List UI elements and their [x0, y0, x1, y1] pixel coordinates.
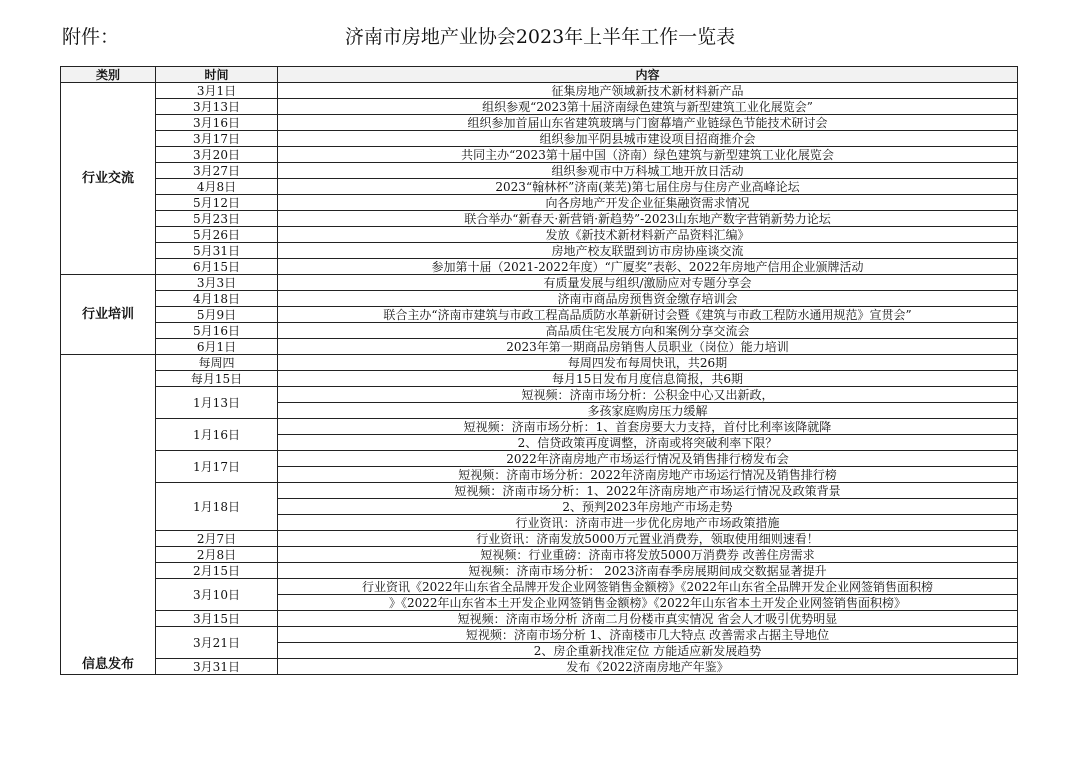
content-cell: 短视频：济南市场分析：1、首套房要大力支持，首付比利率该降就降 — [278, 419, 1018, 435]
time-cell: 3月16日 — [156, 115, 278, 131]
table-row — [61, 243, 1018, 259]
table-row — [61, 547, 1018, 563]
header-category: 类别 — [61, 67, 156, 83]
time-cell: 5月26日 — [156, 227, 278, 243]
table-row — [61, 579, 1018, 595]
time-cell: 3月31日 — [156, 659, 278, 675]
content-cell: 短视频：济南市场分析 济南二月份楼市真实情况 省会人才吸引优势明显 — [278, 611, 1018, 627]
table-row — [61, 179, 1018, 195]
time-cell: 5月31日 — [156, 243, 278, 259]
table-row — [61, 291, 1018, 307]
table-row — [61, 323, 1018, 339]
time-cell: 1月18日 — [156, 483, 278, 531]
time-cell: 3月3日 — [156, 275, 278, 291]
header-time: 时间 — [156, 67, 278, 83]
table-row — [61, 307, 1018, 323]
time-cell: 每月15日 — [156, 371, 278, 387]
time-cell: 5月23日 — [156, 211, 278, 227]
time-cell: 3月27日 — [156, 163, 278, 179]
table-row — [61, 163, 1018, 179]
content-cell: 向各房地产开发企业征集融资需求情况 — [278, 195, 1018, 211]
work-summary-table — [60, 66, 1018, 675]
content-cell: 征集房地产领域新技术新材料新产品 — [278, 83, 1018, 99]
time-cell: 每周四 — [156, 355, 278, 371]
time-cell: 5月16日 — [156, 323, 278, 339]
content-cell: 行业资讯：济南发放5000万元置业消费券，领取使用细则速看！ — [278, 531, 1018, 547]
table-body — [61, 83, 1018, 675]
time-cell: 2月8日 — [156, 547, 278, 563]
time-cell: 2月15日 — [156, 563, 278, 579]
content-cell: 发放《新技术新材料新产品资料汇编》 — [278, 227, 1018, 243]
table-row — [61, 83, 1018, 99]
content-cell: 行业资讯：济南市进一步优化房地产市场政策措施 — [278, 515, 1018, 531]
content-cell: 联合主办“济南市建筑与市政工程高品质防水革新研讨会暨《建筑与市政工程防水通用规范》宣贯会” — [278, 307, 1018, 323]
time-cell: 3月10日 — [156, 579, 278, 611]
content-cell: 2、房企重新找准定位 方能适应新发展趋势 — [278, 643, 1018, 659]
table-row — [61, 227, 1018, 243]
table-row — [61, 659, 1018, 675]
content-cell: 2、信贷政策再度调整，济南或将突破利率下限？ — [278, 435, 1018, 451]
table-row — [61, 419, 1018, 435]
table-row — [61, 611, 1018, 627]
table-row — [61, 339, 1018, 355]
table-row — [61, 259, 1018, 275]
time-cell: 1月16日 — [156, 419, 278, 451]
table-row — [61, 147, 1018, 163]
category-cell-industry-training: 行业培训 — [61, 275, 156, 355]
table-row — [61, 371, 1018, 387]
time-cell: 3月13日 — [156, 99, 278, 115]
content-cell: 2023年第一期商品房销售人员职业（岗位）能力培训 — [278, 339, 1018, 355]
table-row — [61, 531, 1018, 547]
time-cell: 3月1日 — [156, 83, 278, 99]
table-row — [61, 275, 1018, 291]
content-cell: 组织参加首届山东省建筑玻璃与门窗幕墙产业链绿色节能技术研讨会 — [278, 115, 1018, 131]
content-cell: 每月15日发布月度信息简报，共6期 — [278, 371, 1018, 387]
content-cell: 共同主办“2023第十届中国（济南）绿色建筑与新型建筑工业化展览会 — [278, 147, 1018, 163]
time-cell: 6月15日 — [156, 259, 278, 275]
table-row — [61, 195, 1018, 211]
table-row — [61, 387, 1018, 403]
table-row — [61, 627, 1018, 643]
table-row — [61, 451, 1018, 467]
content-cell: 短视频：济南市场分析：2022年济南房地产市场运行情况及销售排行榜 — [278, 467, 1018, 483]
content-cell: 短视频：济南市场分析 1、济南楼市几大特点 改善需求占据主导地位 — [278, 627, 1018, 643]
content-cell: 短视频：济南市场分析：公积金中心又出新政， — [278, 387, 1018, 403]
table-row — [61, 563, 1018, 579]
table-row — [61, 115, 1018, 131]
header-content: 内容 — [278, 67, 1018, 83]
table-header-row — [61, 67, 1018, 83]
content-cell: 2、预判2023年房地产市场走势 — [278, 499, 1018, 515]
table-row — [61, 131, 1018, 147]
content-cell: 短视频：行业重磅：济南市将发放5000万消费券 改善住房需求 — [278, 547, 1018, 563]
content-cell: 发布《2022济南房地产年鉴》 — [278, 659, 1018, 675]
time-cell: 5月12日 — [156, 195, 278, 211]
time-cell: 4月8日 — [156, 179, 278, 195]
content-cell: 每周四发布每周快讯，共26期 — [278, 355, 1018, 371]
category-cell-info-release: 信息发布 — [61, 355, 156, 675]
content-cell: 联合举办“新春天·新营销·新趋势”-2023山东地产数字营销新势力论坛 — [278, 211, 1018, 227]
content-cell: 高品质住宅发展方向和案例分享交流会 — [278, 323, 1018, 339]
time-cell: 3月15日 — [156, 611, 278, 627]
table-row — [61, 483, 1018, 499]
table-row — [61, 99, 1018, 115]
content-cell: 有质量发展与组织/激励应对专题分享会 — [278, 275, 1018, 291]
time-cell: 3月20日 — [156, 147, 278, 163]
content-cell: 多孩家庭购房压力缓解 — [278, 403, 1018, 419]
time-cell: 3月21日 — [156, 627, 278, 659]
table-row — [61, 211, 1018, 227]
content-cell: 2023“翰林杯”济南(莱芜)第七届住房与住房产业高峰论坛 — [278, 179, 1018, 195]
time-cell: 4月18日 — [156, 291, 278, 307]
content-cell: 组织参观市中万科城工地开放日活动 — [278, 163, 1018, 179]
content-cell: 2022年济南房地产市场运行情况及销售排行榜发布会 — [278, 451, 1018, 467]
category-cell-industry-exchange: 行业交流 — [61, 83, 156, 275]
content-cell: 短视频：济南市场分析：1、2022年济南房地产市场运行情况及政策背景 — [278, 483, 1018, 499]
content-cell: 房地产校友联盟到访市房协座谈交流 — [278, 243, 1018, 259]
time-cell: 6月1日 — [156, 339, 278, 355]
time-cell: 5月9日 — [156, 307, 278, 323]
content-cell: 组织参加平阴县城市建设项目招商推介会 — [278, 131, 1018, 147]
content-cell: 行业资讯《2022年山东省全品牌开发企业网签销售金额榜》《2022年山东省全品牌开发企业网签销售面积榜 — [278, 579, 1018, 595]
page-header — [0, 0, 1080, 66]
content-cell: 短视频：济南市场分析： 2023济南春季房展期间成交数据显著提升 — [278, 563, 1018, 579]
time-cell: 1月13日 — [156, 387, 278, 419]
content-cell: 参加第十届（2021-2022年度）“广厦奖”表彰、2022年房地产信用企业颁牌活动 — [278, 259, 1018, 275]
time-cell: 3月17日 — [156, 131, 278, 147]
document-title: 济南市房地产业协会2023年上半年工作一览表 — [344, 26, 736, 48]
content-cell: 组织参观“2023第十届济南绿色建筑与新型建筑工业化展览会” — [278, 99, 1018, 115]
content-cell: 》《2022年山东省本土开发企业网签销售金额榜》《2022年山东省本土开发企业网签销售面积榜》 — [278, 595, 1018, 611]
time-cell: 1月17日 — [156, 451, 278, 483]
time-cell: 2月7日 — [156, 531, 278, 547]
attachment-label: 附件： — [62, 26, 120, 48]
table-row — [61, 355, 1018, 371]
content-cell: 济南市商品房预售资金缴存培训会 — [278, 291, 1018, 307]
